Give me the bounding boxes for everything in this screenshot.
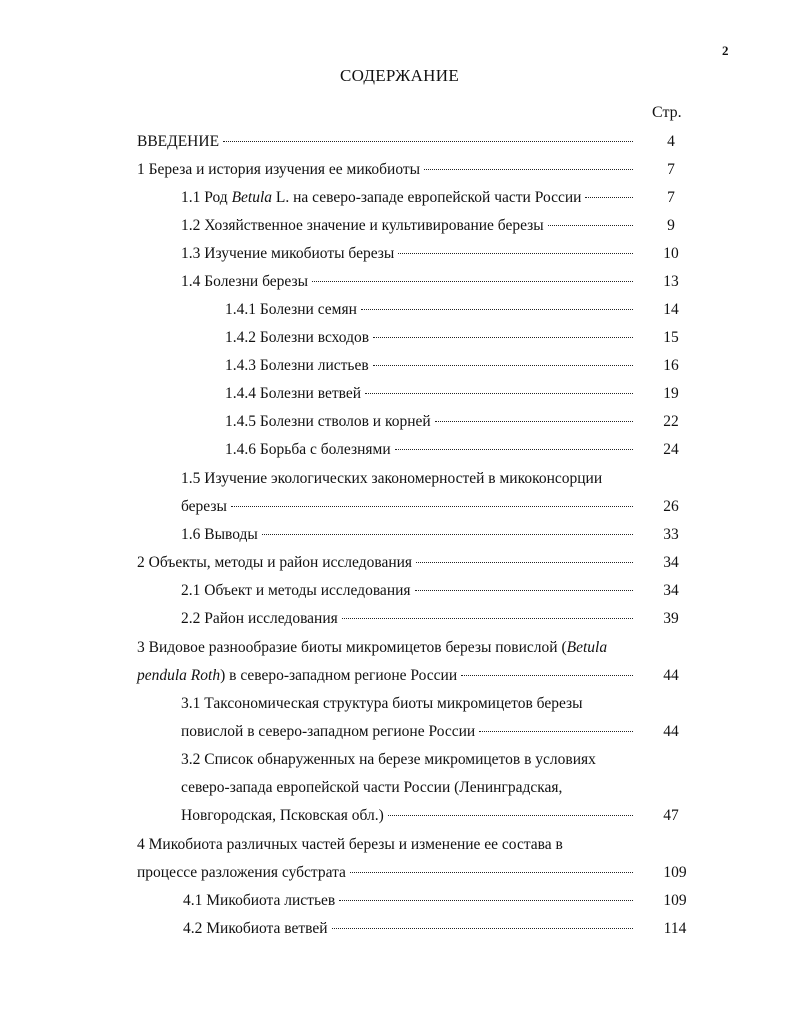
- dot-leader: [350, 872, 633, 873]
- toc-entry-chapter-4-line1[interactable]: 4 Микобиота различных частей березы и изменение ее состава в: [137, 836, 563, 853]
- toc-entry-page: 14: [663, 301, 679, 318]
- page-number: 2: [722, 43, 729, 58]
- toc-entry-page: 15: [663, 329, 679, 346]
- toc-entry-page: 33: [663, 526, 679, 543]
- toc-entry-1-4-5[interactable]: [225, 408, 637, 436]
- dot-leader: [361, 309, 633, 310]
- toc-entry-label: 1.3 Изучение микобиоты березы: [181, 245, 395, 262]
- toc-entry-page: 44: [663, 723, 679, 740]
- toc-entry-label: повислой в северо-западном регионе России: [181, 723, 476, 740]
- dot-leader: [479, 731, 633, 732]
- toc-entry-page: 114: [663, 920, 687, 937]
- toc-entry-2-2[interactable]: [181, 605, 637, 633]
- toc-entry-label: 2 Объекты, методы и район исследования: [137, 554, 413, 571]
- dot-leader: [373, 337, 633, 338]
- toc-entry-1-4-2[interactable]: [225, 324, 637, 352]
- toc-entry-2-1[interactable]: [181, 577, 637, 605]
- toc-entry-page: 9: [667, 217, 675, 234]
- latin-genus: Betula: [566, 639, 608, 656]
- toc-entry-page: 4: [667, 133, 675, 150]
- toc-entry-label: ВВЕДЕНИЕ: [137, 133, 220, 150]
- toc-entry-3-2-line2[interactable]: северо-запада европейской части России (Ленинградская,: [181, 779, 563, 796]
- toc-entry-1-4-4[interactable]: [225, 380, 637, 408]
- toc-entry-3-1-line1[interactable]: 3.1 Таксономическая структура биоты микромицетов березы: [181, 695, 583, 712]
- toc-entry-page: 26: [663, 498, 679, 515]
- toc-entry-chapter-4[interactable]: [137, 859, 637, 887]
- latin-genus: Betula: [231, 189, 273, 206]
- toc-entry-page: 7: [667, 161, 675, 178]
- toc-entry-page: 22: [663, 413, 679, 430]
- dot-leader: [373, 365, 633, 366]
- toc-entry-page: 109: [663, 892, 687, 909]
- toc-entry-label: 1.1 Род Betula L. на северо-западе европейской части России: [181, 189, 582, 206]
- toc-entry-1-4-6[interactable]: [225, 436, 637, 464]
- toc-entry-label: 2.2 Район исследования: [181, 610, 338, 627]
- toc-entry-4-1[interactable]: [183, 887, 637, 915]
- toc-entry-label: 1.4.4 Болезни ветвей: [225, 385, 361, 402]
- toc-entry-page: 109: [663, 864, 687, 881]
- toc-entry-page: 19: [663, 385, 679, 402]
- toc-entry-page: 7: [667, 189, 675, 206]
- dot-leader: [416, 562, 633, 563]
- toc-entry-label: 1.4.3 Болезни листьев: [225, 357, 369, 374]
- toc-entry-label: 4.1 Микобиота листьев: [183, 892, 336, 909]
- toc-entry-4-2[interactable]: [183, 915, 637, 943]
- toc-entry-1-5-line1[interactable]: 1.5 Изучение экологических закономерностей в микоконсорции: [181, 470, 603, 487]
- dot-leader: [231, 506, 633, 507]
- dot-leader: [223, 141, 633, 142]
- toc-entry-chapter-1[interactable]: [137, 156, 637, 184]
- toc-entry-page: 13: [663, 273, 679, 290]
- dot-leader: [548, 225, 633, 226]
- dot-leader: [461, 675, 633, 676]
- toc-entry-1-2[interactable]: [181, 212, 637, 240]
- toc-entry-chapter-3-line1[interactable]: 3 Видовое разнообразие биоты микромицетов березы повислой (Betula: [137, 639, 608, 656]
- toc-entry-page: 16: [663, 357, 679, 374]
- toc-entry-label: 1.6 Выводы: [181, 526, 258, 543]
- dot-leader: [365, 393, 633, 394]
- dot-leader: [339, 900, 633, 901]
- toc-entry-label: 1.4.2 Болезни всходов: [225, 329, 370, 346]
- toc-entry-1-4[interactable]: [181, 268, 637, 296]
- toc-entry-3-2[interactable]: [181, 802, 637, 830]
- dot-leader: [398, 253, 633, 254]
- toc-entry-label: процессе разложения субстрата: [137, 864, 346, 881]
- toc-entry-page: 47: [663, 807, 679, 824]
- toc-entry-page: 44: [663, 667, 679, 684]
- toc-entry-1-6[interactable]: [181, 521, 637, 549]
- toc-entry-1-1[interactable]: [181, 184, 637, 212]
- toc-entry-label: 1.4 Болезни березы: [181, 273, 309, 290]
- toc-entry-label: березы: [181, 498, 227, 515]
- toc-entry-label: 1.4.5 Болезни стволов и корней: [225, 413, 431, 430]
- toc-entry-3-1[interactable]: [181, 718, 637, 746]
- toc-entry-1-3[interactable]: [181, 240, 637, 268]
- dot-leader: [395, 449, 633, 450]
- dot-leader: [388, 815, 633, 816]
- toc-entry-page: 39: [663, 610, 679, 627]
- toc-entry-chapter-2[interactable]: [137, 549, 637, 577]
- toc-entry-label: pendula Roth) в северо-западном регионе России: [137, 667, 458, 684]
- toc-entry-label: 2.1 Объект и методы исследования: [181, 582, 411, 599]
- page-column-label: Стр.: [652, 104, 682, 121]
- toc-entry-label: 1.4.6 Борьба с болезнями: [225, 441, 391, 458]
- toc-entry-1-4-3[interactable]: [225, 352, 637, 380]
- dot-leader: [435, 421, 633, 422]
- toc-entry-label: 1.2 Хозяйственное значение и культивирование березы: [181, 217, 544, 234]
- dot-leader: [262, 534, 633, 535]
- toc-entry-label: 4.2 Микобиота ветвей: [183, 920, 328, 937]
- toc-entry-page: 24: [663, 441, 679, 458]
- toc-entry-introduction[interactable]: [137, 128, 637, 156]
- toc-entry-chapter-3[interactable]: [137, 662, 637, 690]
- dot-leader: [585, 197, 633, 198]
- toc-entry-1-5[interactable]: [181, 493, 637, 521]
- dot-leader: [424, 169, 633, 170]
- dot-leader: [312, 281, 633, 282]
- latin-species: pendula Roth: [137, 667, 221, 684]
- toc-entry-page: 34: [663, 582, 679, 599]
- toc-entry-page: 34: [663, 554, 679, 571]
- toc-entry-label: Новгородская, Псковская обл.): [181, 807, 384, 824]
- dot-leader: [332, 928, 633, 929]
- toc-entry-3-2-line1[interactable]: 3.2 Список обнаруженных на березе микромицетов в условиях: [181, 751, 596, 768]
- toc-entry-1-4-1[interactable]: [225, 296, 637, 324]
- dot-leader: [342, 618, 633, 619]
- toc-entry-label: 1.4.1 Болезни семян: [225, 301, 357, 318]
- page-title: СОДЕРЖАНИЕ: [339, 66, 460, 85]
- toc-entry-page: 10: [663, 245, 679, 262]
- toc-entry-label: 1 Береза и история изучения ее микобиоты: [137, 161, 421, 178]
- dot-leader: [415, 590, 633, 591]
